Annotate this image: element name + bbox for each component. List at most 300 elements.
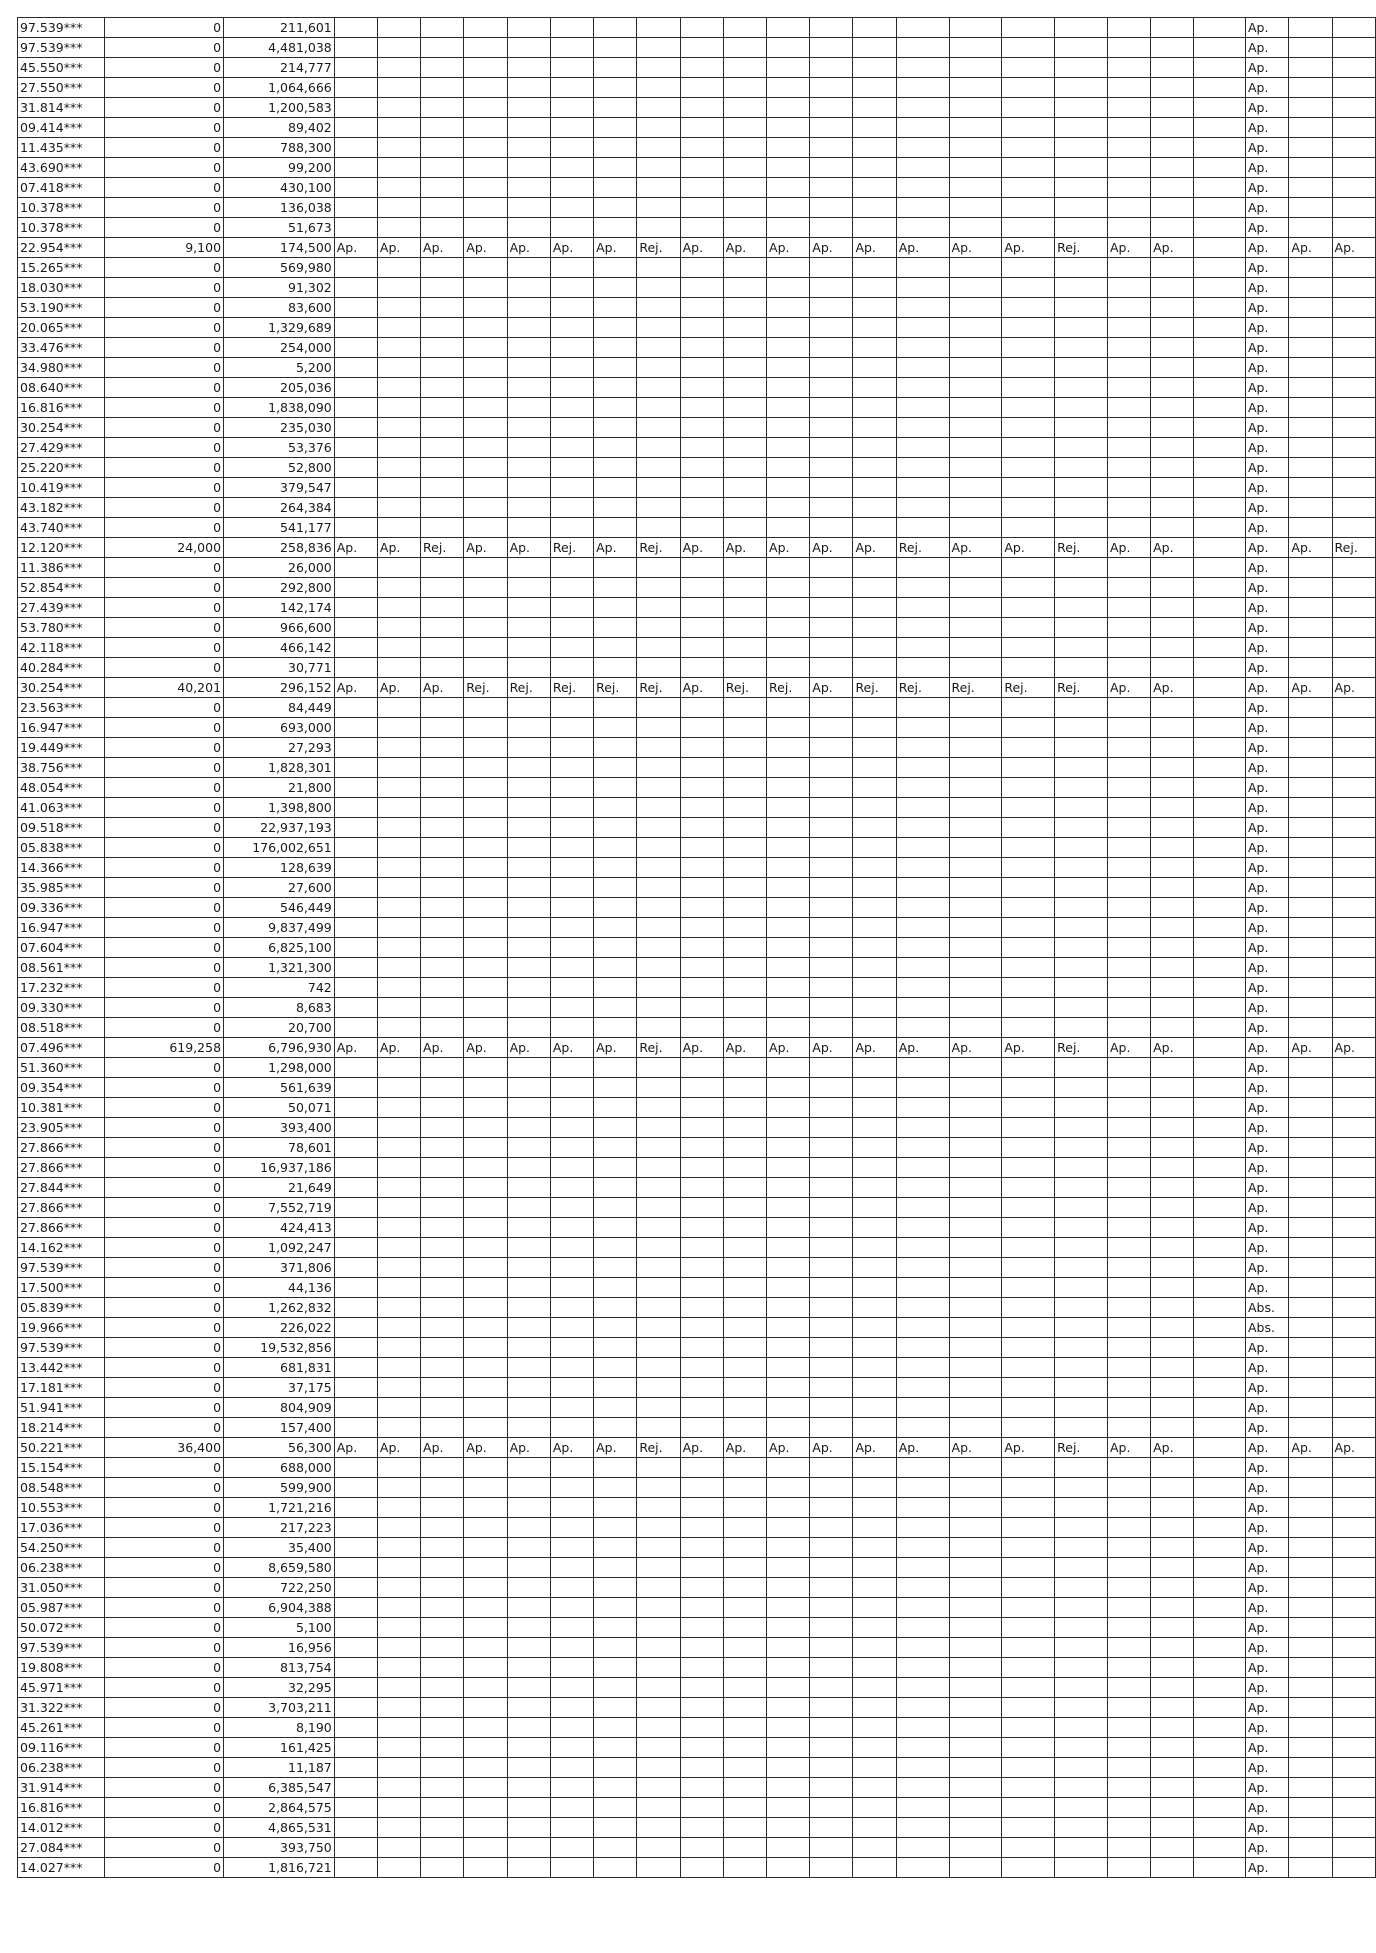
vote-cell [1289,78,1332,98]
vote-cell [949,1018,1002,1038]
vote-cell [637,318,680,338]
vote-cell [1055,618,1108,638]
vote-cell [1332,1518,1375,1538]
vote-cell [853,958,896,978]
vote-cell [810,1198,853,1218]
vote-cell [1002,838,1055,858]
vote-cell [896,618,949,638]
amount-a-cell: 0 [105,1698,224,1718]
vote-cell [853,1618,896,1638]
table-row [18,1298,1376,1318]
vote-cell [464,1618,507,1638]
vote-cell [723,998,766,1018]
final-vote-cell: Ap. [1245,598,1288,618]
vote-cell [1055,1018,1108,1038]
vote-cell [896,1138,949,1158]
table-row [18,638,1376,658]
amount-a-cell: 0 [105,878,224,898]
vote-cell [377,1578,420,1598]
vote-cell [421,1138,464,1158]
vote-cell [334,618,377,638]
vote-cell [421,178,464,198]
vote-cell [377,1658,420,1678]
vote-cell [1002,1778,1055,1798]
amount-a-cell: 0 [105,838,224,858]
vote-cell [1107,778,1150,798]
table-row [18,1558,1376,1578]
vote-cell [507,498,550,518]
blank-cell [1194,658,1246,678]
vote-cell [1151,1398,1194,1418]
amount-b-cell: 51,673 [224,218,335,238]
vote-cell [1332,618,1375,638]
vote-cell [1107,1318,1150,1338]
vote-cell [507,1518,550,1538]
vote-cell [853,18,896,38]
vote-cell [723,1678,766,1698]
vote-cell [464,478,507,498]
vote-cell: Ap. [810,538,853,558]
id-cell: 10.378*** [18,198,105,218]
final-vote-cell: Ap. [1245,98,1288,118]
vote-cell [810,158,853,178]
amount-a-cell: 0 [105,858,224,878]
vote-cell [1107,618,1150,638]
vote-cell [421,638,464,658]
vote-cell [1002,258,1055,278]
vote-cell [421,1098,464,1118]
table-row [18,1018,1376,1038]
vote-cell [680,1658,723,1678]
vote-cell [637,498,680,518]
vote-cell [550,1738,593,1758]
vote-cell [1289,1578,1332,1598]
vote-cell [949,558,1002,578]
vote-cell: Rej. [896,678,949,698]
vote-cell [377,478,420,498]
vote-cell [507,1818,550,1838]
vote-cell [853,1518,896,1538]
vote-cell [637,1778,680,1798]
vote-cell: Ap. [896,238,949,258]
vote-cell [507,1478,550,1498]
vote-cell [767,1238,810,1258]
blank-cell [1194,978,1246,998]
vote-cell [464,1818,507,1838]
vote-cell [1055,858,1108,878]
vote-cell [723,718,766,738]
vote-cell [949,1358,1002,1378]
vote-cell [421,1638,464,1658]
amount-a-cell: 0 [105,1658,224,1678]
blank-cell [1194,138,1246,158]
vote-cell [1002,1178,1055,1198]
vote-cell [464,78,507,98]
vote-cell [1332,778,1375,798]
vote-cell [680,1298,723,1318]
id-cell: 09.330*** [18,998,105,1018]
vote-cell [334,1598,377,1618]
vote-cell [507,1298,550,1318]
vote-cell [421,858,464,878]
vote-cell [1151,1578,1194,1598]
vote-cell [723,1058,766,1078]
vote-cell [723,838,766,858]
vote-cell: Ap. [377,538,420,558]
vote-cell [1055,398,1108,418]
vote-cell [1289,1278,1332,1298]
vote-cell [594,1378,637,1398]
vote-cell [464,1458,507,1478]
amount-a-cell: 0 [105,1298,224,1318]
vote-cell [637,738,680,758]
vote-cell [896,438,949,458]
vote-cell [1151,1278,1194,1298]
vote-cell [1289,818,1332,838]
vote-cell [1055,658,1108,678]
vote-cell [949,198,1002,218]
vote-cell [1055,1478,1108,1498]
vote-cell [949,1778,1002,1798]
vote-cell [680,1738,723,1758]
amount-b-cell: 44,136 [224,1278,335,1298]
vote-cell [464,1418,507,1438]
vote-cell [1002,1838,1055,1858]
vote-cell [377,1018,420,1038]
vote-cell [464,1778,507,1798]
vote-cell [1289,1018,1332,1038]
table-row [18,1218,1376,1238]
table-row [18,1858,1376,1878]
final-vote-cell: Ap. [1245,1038,1288,1058]
vote-cell [1151,1138,1194,1158]
vote-cell [1332,1718,1375,1738]
vote-cell [1002,78,1055,98]
vote-cell [853,58,896,78]
final-vote-cell: Ap. [1245,718,1288,738]
vote-cell [767,138,810,158]
vote-cell [680,1098,723,1118]
vote-cell [1151,1058,1194,1078]
vote-cell [949,1158,1002,1178]
vote-cell [1107,498,1150,518]
blank-cell [1194,1778,1246,1798]
vote-cell [550,398,593,418]
vote-cell [1289,218,1332,238]
vote-cell [637,978,680,998]
vote-cell [1107,938,1150,958]
vote-cell [594,458,637,478]
vote-cell [767,1078,810,1098]
vote-cell [1002,1818,1055,1838]
vote-cell [949,1198,1002,1218]
vote-cell [1151,138,1194,158]
amount-b-cell: 56,300 [224,1438,335,1458]
vote-cell [550,1478,593,1498]
amount-b-cell: 30,771 [224,658,335,678]
vote-cell [1289,1338,1332,1358]
final-vote-cell: Ap. [1245,418,1288,438]
vote-cell [550,158,593,178]
vote-cell [810,218,853,238]
vote-cell: Ap. [896,1438,949,1458]
vote-cell [377,158,420,178]
amount-b-cell: 211,601 [224,18,335,38]
vote-cell [464,1538,507,1558]
vote-cell [853,378,896,398]
vote-cell [680,318,723,338]
vote-cell [637,818,680,838]
table-row [18,518,1376,538]
vote-cell [810,1798,853,1818]
vote-cell [853,1798,896,1818]
id-cell: 16.947*** [18,918,105,938]
final-vote-cell: Ap. [1245,1618,1288,1638]
vote-cell [550,1098,593,1118]
vote-cell [896,1498,949,1518]
vote-cell [1151,318,1194,338]
vote-cell [949,1678,1002,1698]
final-vote-cell: Ap. [1245,858,1288,878]
vote-cell [1151,1678,1194,1698]
vote-cell [377,718,420,738]
vote-cell [1107,1758,1150,1778]
vote-cell [1151,618,1194,638]
vote-cell [1332,1658,1375,1678]
vote-cell [421,1698,464,1718]
blank-cell [1194,378,1246,398]
vote-cell [1002,1018,1055,1038]
vote-cell [767,1018,810,1038]
vote-cell [464,498,507,518]
vote-cell: Ap. [507,1038,550,1058]
vote-cell [637,438,680,458]
vote-cell [507,1398,550,1418]
vote-cell [1289,658,1332,678]
vote-cell [949,858,1002,878]
vote-cell [1151,518,1194,538]
vote-cell [1055,918,1108,938]
vote-cell [723,1658,766,1678]
vote-cell [767,218,810,238]
amount-b-cell: 136,038 [224,198,335,218]
vote-cell [421,1418,464,1438]
vote-cell [853,518,896,538]
vote-cell [464,1658,507,1678]
table-row [18,218,1376,238]
blank-cell [1194,1378,1246,1398]
vote-cell [507,1358,550,1378]
vote-cell [421,318,464,338]
vote-cell [507,1378,550,1398]
vote-cell [853,1418,896,1438]
vote-cell [1055,1578,1108,1598]
vote-cell [1151,418,1194,438]
vote-cell: Rej. [1055,238,1108,258]
vote-cell [1055,1198,1108,1218]
vote-cell [896,1478,949,1498]
vote-cell [723,1718,766,1738]
vote-cell: Rej. [550,538,593,558]
vote-cell: Ap. [723,238,766,258]
vote-cell [334,1138,377,1158]
vote-cell [1002,1798,1055,1818]
vote-cell [680,1138,723,1158]
final-vote-cell: Ap. [1245,458,1288,478]
final-vote-cell: Ap. [1245,1578,1288,1598]
vote-cell [810,1298,853,1318]
vote-cell [594,1078,637,1098]
vote-cell [377,978,420,998]
vote-cell [464,658,507,678]
vote-cell: Ap. [1332,678,1375,698]
vote-cell [949,518,1002,538]
vote-cell [637,878,680,898]
vote-cell [550,718,593,738]
vote-cell [594,978,637,998]
vote-cell [377,1318,420,1338]
vote-cell [723,398,766,418]
vote-cell: Ap. [767,538,810,558]
vote-cell [896,1858,949,1878]
vote-cell [1055,1318,1108,1338]
vote-cell [1151,878,1194,898]
id-cell: 35.985*** [18,878,105,898]
vote-cell [723,1118,766,1138]
vote-cell [421,1598,464,1618]
vote-cell [377,1058,420,1078]
vote-cell [464,798,507,818]
vote-cell: Ap. [810,1038,853,1058]
vote-cell [637,1738,680,1758]
table-row [18,1258,1376,1278]
vote-cell [767,558,810,578]
vote-cell [853,1758,896,1778]
final-vote-cell: Ap. [1245,1778,1288,1798]
vote-cell [1107,1698,1150,1718]
vote-cell [1107,1678,1150,1698]
vote-cell [421,98,464,118]
vote-cell [853,1598,896,1618]
vote-cell [550,1018,593,1038]
final-vote-cell: Ap. [1245,378,1288,398]
vote-cell [949,1478,1002,1498]
vote-cell [767,638,810,658]
vote-cell [507,978,550,998]
amount-a-cell: 0 [105,898,224,918]
vote-cell [810,1818,853,1838]
amount-a-cell: 0 [105,658,224,678]
vote-cell [810,1378,853,1398]
vote-cell [594,1858,637,1878]
vote-cell [594,698,637,718]
vote-cell [767,438,810,458]
blank-cell [1194,1558,1246,1578]
vote-cell [767,798,810,818]
vote-cell [810,1718,853,1738]
vote-cell [680,458,723,478]
vote-cell [1151,498,1194,518]
vote-cell [464,1518,507,1538]
amount-a-cell: 0 [105,1418,224,1438]
vote-cell [334,578,377,598]
vote-cell [896,838,949,858]
vote-cell [377,858,420,878]
final-vote-cell: Ap. [1245,618,1288,638]
vote-cell [1002,118,1055,138]
final-vote-cell: Ap. [1245,1818,1288,1838]
vote-cell [1107,738,1150,758]
blank-cell [1194,158,1246,178]
vote-cell [334,838,377,858]
blank-cell [1194,358,1246,378]
vote-cell [949,478,1002,498]
vote-cell [949,1698,1002,1718]
vote-cell [334,1698,377,1718]
vote-cell [723,218,766,238]
vote-cell [1289,378,1332,398]
vote-cell [1289,878,1332,898]
vote-cell [421,278,464,298]
vote-cell [1151,1638,1194,1658]
vote-cell [853,578,896,598]
blank-cell [1194,798,1246,818]
vote-cell [594,38,637,58]
vote-cell [949,1318,1002,1338]
vote-cell: Rej. [1055,1438,1108,1458]
amount-a-cell: 0 [105,778,224,798]
vote-cell [594,198,637,218]
vote-cell [1107,1378,1150,1398]
vote-cell [637,1278,680,1298]
vote-cell [1151,1338,1194,1358]
vote-cell: Ap. [810,678,853,698]
vote-cell [680,1678,723,1698]
vote-cell [594,638,637,658]
vote-cell [767,618,810,638]
table-row [18,1598,1376,1618]
vote-cell [767,898,810,918]
vote-cell [377,1698,420,1718]
vote-cell [334,878,377,898]
vote-cell: Rej. [637,1038,680,1058]
table-row [18,1578,1376,1598]
amount-b-cell: 16,956 [224,1638,335,1658]
vote-cell [421,1398,464,1418]
vote-cell [1289,438,1332,458]
vote-cell [507,1018,550,1038]
vote-cell [1107,418,1150,438]
vote-cell: Ap. [1151,678,1194,698]
id-cell: 16.816*** [18,398,105,418]
vote-cell [1289,1818,1332,1838]
vote-cell [464,1598,507,1618]
id-cell: 09.518*** [18,818,105,838]
blank-cell [1194,1838,1246,1858]
vote-cell [334,138,377,158]
id-cell: 17.181*** [18,1378,105,1398]
vote-cell [507,518,550,538]
vote-cell [896,1818,949,1838]
vote-cell [1055,1058,1108,1078]
vote-cell [896,1658,949,1678]
vote-cell [464,978,507,998]
vote-cell [421,1818,464,1838]
vote-cell: Rej. [1055,1038,1108,1058]
amount-b-cell: 53,376 [224,438,335,458]
vote-cell [1151,698,1194,718]
final-vote-cell: Ap. [1245,1118,1288,1138]
